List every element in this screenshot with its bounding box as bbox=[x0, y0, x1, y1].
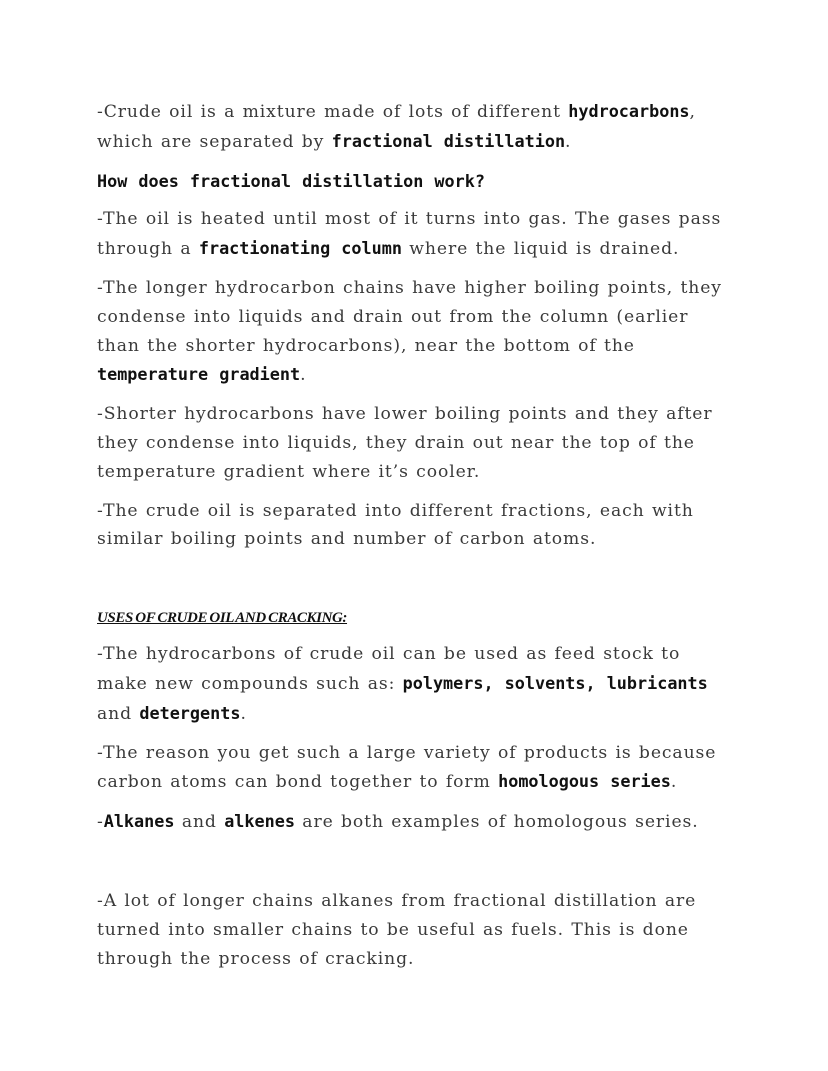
text: -A lot of longer chains alkanes from fractional distillation are turned into smaller chains to be useful as fuels. This is done through the process of cracking. bbox=[97, 890, 697, 969]
paragraph-alkanes-alkenes bbox=[97, 807, 737, 837]
text: -Shorter hydrocarbons have lower boiling points and they after they condense into liquids, they drain out near the top of the temperature gradient where it’s cooler. bbox=[97, 404, 713, 482]
text: are both examples of homologous series. bbox=[294, 812, 699, 833]
text: -The oil is heated until most of it turns into gas. The gases pass through a bbox=[97, 209, 722, 260]
document-page bbox=[97, 97, 737, 973]
text: and bbox=[174, 812, 225, 833]
text: . bbox=[300, 365, 307, 386]
paragraph-longer-chains bbox=[97, 274, 737, 390]
text: where the liquid is drained. bbox=[401, 239, 680, 260]
bold-term-alkanes: Alkanes bbox=[103, 811, 175, 832]
text: -The hydrocarbons of crude oil can be used as feed stock to make new compounds such as: bbox=[97, 644, 681, 694]
paragraph-cracking bbox=[97, 887, 737, 973]
text: -The reason you get such a large variety of products is because carbon atoms can bond together to form bbox=[97, 742, 717, 793]
text: . bbox=[565, 131, 572, 152]
text: -The crude oil is separated into different fractions, each with similar boiling points and number of carbon atoms. bbox=[97, 500, 694, 550]
bold-term-hydrocarbons: hydrocarbons bbox=[568, 101, 690, 121]
bold-term-temperature-gradient: temperature gradient bbox=[97, 364, 301, 385]
subheading-how-distillation-works: How does fractional distillation work? bbox=[97, 170, 485, 191]
paragraph-oil-heated bbox=[97, 205, 737, 264]
bold-term-fractionating-column: fractionating column bbox=[198, 238, 402, 259]
text: and bbox=[97, 703, 140, 724]
bold-term-products: polymers, solvents, lubricants bbox=[402, 672, 708, 693]
text: , which are separated by bbox=[97, 102, 696, 152]
paragraph-variety-of-products bbox=[97, 739, 737, 798]
paragraph-feed-stock bbox=[97, 640, 737, 728]
paragraph-fractions bbox=[97, 497, 737, 555]
bold-term-fractional-distillation: fractional distillation bbox=[331, 130, 566, 151]
text: -Crude oil is a mixture made of lots of different bbox=[97, 102, 569, 122]
bold-term-detergents: detergents bbox=[139, 702, 241, 723]
text: - bbox=[97, 812, 104, 833]
bold-term-alkenes: alkenes bbox=[224, 811, 295, 832]
text: -The longer hydrocarbon chains have higher boiling points, they condense into liquids and drain out from the column (earlier than the shorter hydrocarbons), near the bottom of the bbox=[97, 277, 722, 356]
bold-term-homologous-series: homologous series bbox=[498, 771, 671, 792]
text: . bbox=[670, 772, 678, 793]
paragraph-shorter-hydrocarbons bbox=[97, 400, 737, 486]
blank-line-spacer bbox=[97, 837, 737, 887]
paragraph-crude-oil-mixture bbox=[97, 97, 737, 157]
text: . bbox=[240, 703, 247, 724]
section-heading-uses-and-cracking: USES OF CRUDE OIL AND CRACKING: bbox=[97, 610, 348, 627]
